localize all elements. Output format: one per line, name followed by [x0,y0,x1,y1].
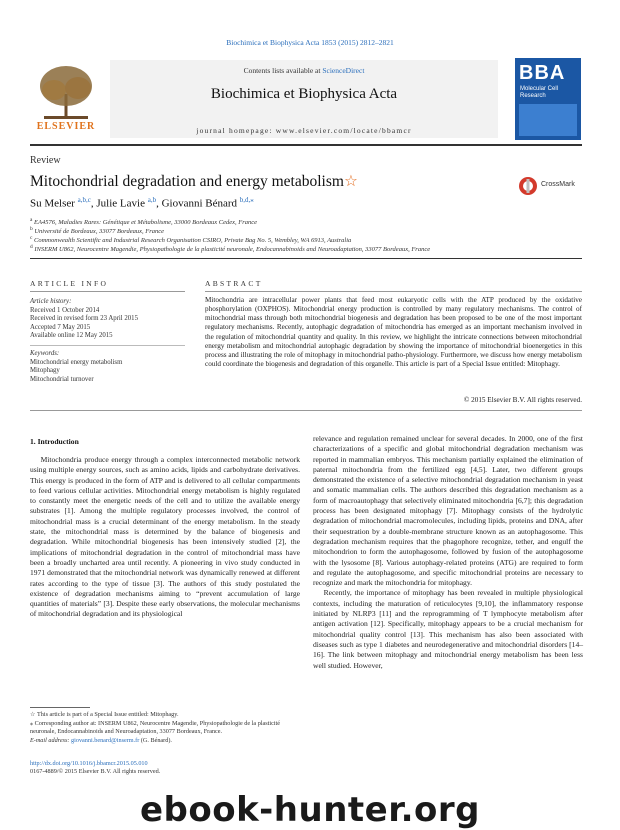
keywords-label: Keywords: [30,349,60,357]
history-item: Received in revised form 23 April 2015 [30,315,138,323]
doi-block [30,760,160,775]
title-note-mark[interactable]: ☆ [343,173,358,190]
affiliation: $^c$ Commonwealth Scientific and Industrial Research Organisation CSIRO, Private Bag No. 5, Wembley, WA 6913, Australia [30,235,352,245]
history-item: Available online 12 May 2015 [30,332,113,340]
header-rule [30,144,582,146]
body-column-right [313,434,583,671]
article-info-heading: ARTICLE INFO [30,279,109,288]
author-name[interactable]: Julie Lavie [96,197,148,210]
affiliation: $^d$ INSERM U862, Neurocentre Magendie, Physiopathologie de la plasticité neuronale, Endocannabinoids and Neuroadaptation, 33077 Bordeaux, France [30,244,431,254]
keyword: Mitochondrial turnover [30,375,94,383]
abstract-copyright: © 2015 Elsevier B.V. All rights reserved. [463,396,582,404]
cover-artwork [519,104,577,136]
article-info-rule [30,291,185,292]
author-list: Su Melser $^{a,b,c}$, Julie Lavie $^{a,b}$, Giovanni Bénard $^{b,d,⁎}$ [30,196,254,210]
abstract-bottom-rule [30,410,582,411]
paragraph: Mitochondria produce energy through a complex interconnected metabolic network using multiple energy sources, such as amino acids, lipids and carbohydrate derivatives. This energy is produced in the form of ATP and is delivered to all cellular compartments to feed various cellular activities. Mitochondrial energy metabolism is highly regulated to constantly meet the energetic needs of the cell and to utilize the available energy substrates [1]. Among the multiple regulatory processes involved, the control of mitochondrial mass is a crucial determinant of the energy metabolism. In the steady state, the mitochondrial mass is determined by the balance of biogenesis and degradation. While mitochondrial biogenesis has been intensively studied [2], the implications of mitochondrial degradation in the control of mitochondrial mass have been a broadly uncharted area until recently. A pioneering in vivo study conducted in 1971 demonstrated that the mitochondrial network was dynamically renewed at different rates according to the type of tissue [3]. The authors of this study postulated the existence of degradation mechanisms aiming to “prevent accumulation of large quantities of materials” [3]. Despite these early observations, the molecular mechanisms of mitochondrial degradation and its physiological [30,455,300,619]
author-name[interactable]: Su Melser [30,197,78,210]
history-item: Accepted 7 May 2015 [30,323,91,331]
paragraph: relevance and regulation remained unclear for several decades. In 2000, one of the first characterizations of a specific and global mitochondrial degradation mechanism was reported in mammalian embryos. This mechanism partially explained the elimination of paternal mitochondria from the fertilized egg [4,5]. Later, two different groups demonstrated the existence of a selective mitochondrial degradation mechanism in yeast and somatic mammalian cells. The authors described this degradation mechanism as a form of macroautophagy that selectively eliminated mitochondria [6,7]; this degradation process has been designated mitophagy [7]. Mitophagy consists of the hydrolytic degradation of mitochondrial macromolecules, including lipids, proteins and DNA, after their sequestration by a double-membrane structure known as an autophagosome. This degradation mechanism requires that the phagophore recognize, tether, and engulf the mitochondrion to form the autophagosome, followed by fusion of the autophagosome with the lysosome [8]. Various autophagy-related proteins (ATG) are required to form and regulate the autophagosome, and specific mitochondrial proteins are necessary to recognize and mark the mitochondria for mitophagy. [313,434,583,588]
article-title: Mitochondrial degradation and energy metabolism☆ [30,173,358,190]
crossmark-icon[interactable] [518,176,538,196]
history-label: Article history: [30,298,72,305]
special-issue-footnote: ☆ This article is part of a Special Issue entitled: Mitophagy. [30,711,179,718]
keyword: Mitochondrial energy metabolism [30,358,123,366]
affiliation-rule [30,258,582,259]
body-column-left [30,455,300,620]
watermark-text: ebook-hunter.org [139,790,481,830]
journal-title: Biochimica et Biophysica Acta [210,86,398,102]
doi-link[interactable]: http://dx.doi.org/10.1016/j.bbamcr.2015.05.010 [30,760,148,767]
abstract-heading: ABSTRACT [205,279,263,288]
affiliation: $^b$ Université de Bordeaux, 33077 Bordeaux, France [30,226,164,236]
publisher-name: ELSEVIER [36,121,96,132]
contents-line: Contents lists available at ScienceDirect [243,66,365,75]
issn-line: 0167-4889/© 2015 Elsevier B.V. All rights reserved. [30,767,161,775]
paragraph: Recently, the importance of mitophagy has been revealed in multiple physiological contexts, including the maturation of reticulocytes [9,10], the inflammatory response initiated by NLRP3 [11] and the reprogramming of T lymphocyte metabolism after antigen activation [12]. Specifically, mitophagy appears to be a crucial mechanism for mitochondrial quality control [13]. This mechanism has also been associated with diseases such as type 1 diabetes and neurodegenerative and mitochondrial disorders [14–16]. The link between mitophagy and mitochondrial energy metabolism has been less well studied. However, [313,588,583,670]
section-heading: 1. Introduction [30,437,79,446]
history-item: Received 1 October 2014 [30,306,100,314]
corresponding-footnote: ⁎ Corresponding author at: INSERM U862, Neurocentre Magendie, Physiopathologie de la plasticité neuronale, Endocannabinoids and Neuroadaptation, 33077 Bordeaux, France. [30,720,281,735]
sciencedirect-link[interactable]: ScienceDirect [322,66,365,75]
cover-title: BBA [519,62,566,84]
crossmark-label[interactable]: CrossMark [541,181,575,188]
email-footnote: E-mail address: giovanni.benard@inserm.fr (G. Bénard). [30,737,172,744]
corresponding-mark[interactable]: ⁎ [250,196,254,204]
email-link[interactable]: giovanni.benard@inserm.fr [71,737,140,744]
article-info [30,298,185,384]
affiliation: $^a$ EA4576, Maladies Rares: Génétique et Métabolisme, 33000 Bordeaux Cedex, France [30,217,258,227]
abstract-text: Mitochondria are intracellular power plants that feed most eukaryotic cells with the ATP produced by the oxidative phosphorylation (OXPHOS). Mitochondrial energy production is controlled by many regulatory mechanisms. The control of mitochondrial mass through both mitochondrial biogenesis and degradation has been proposed to be one of the most important regulatory mechanisms. Recently, autophagic degradation of mitochondria has emerged as an important mechanism involved in the regulation of mitochondrial quantity and quality. In this review, we highlight the intricate connections between mitochondrial energy metabolism and mitochondrial autophagic degradation by showing the importance of mitochondrial bioenergetics in this process and illustrating the role of mitophagy in mitochondrial patho-physiology. Furthermore, we discuss how energy metabolism could coordinate the biogenesis and degradation of this organelle. This article is part of a Special Issue entitled: Mitophagy. [205,296,582,369]
author-name[interactable]: Giovanni Bénard [161,197,240,210]
journal-homepage: journal homepage: www.elsevier.com/locate/bbamcr [196,126,412,135]
cover-subtitle: Molecular Cell Research [520,86,559,99]
footnote-rule [30,707,90,708]
abstract-rule [205,291,582,292]
keyword: Mitophagy [30,367,60,375]
homepage-link[interactable]: www.elsevier.com/locate/bbamcr [275,126,412,135]
journal-citation[interactable]: Biochimica et Biophysica Acta 1853 (2015) 2812–2821 [226,38,394,47]
article-type: Review [30,155,61,166]
